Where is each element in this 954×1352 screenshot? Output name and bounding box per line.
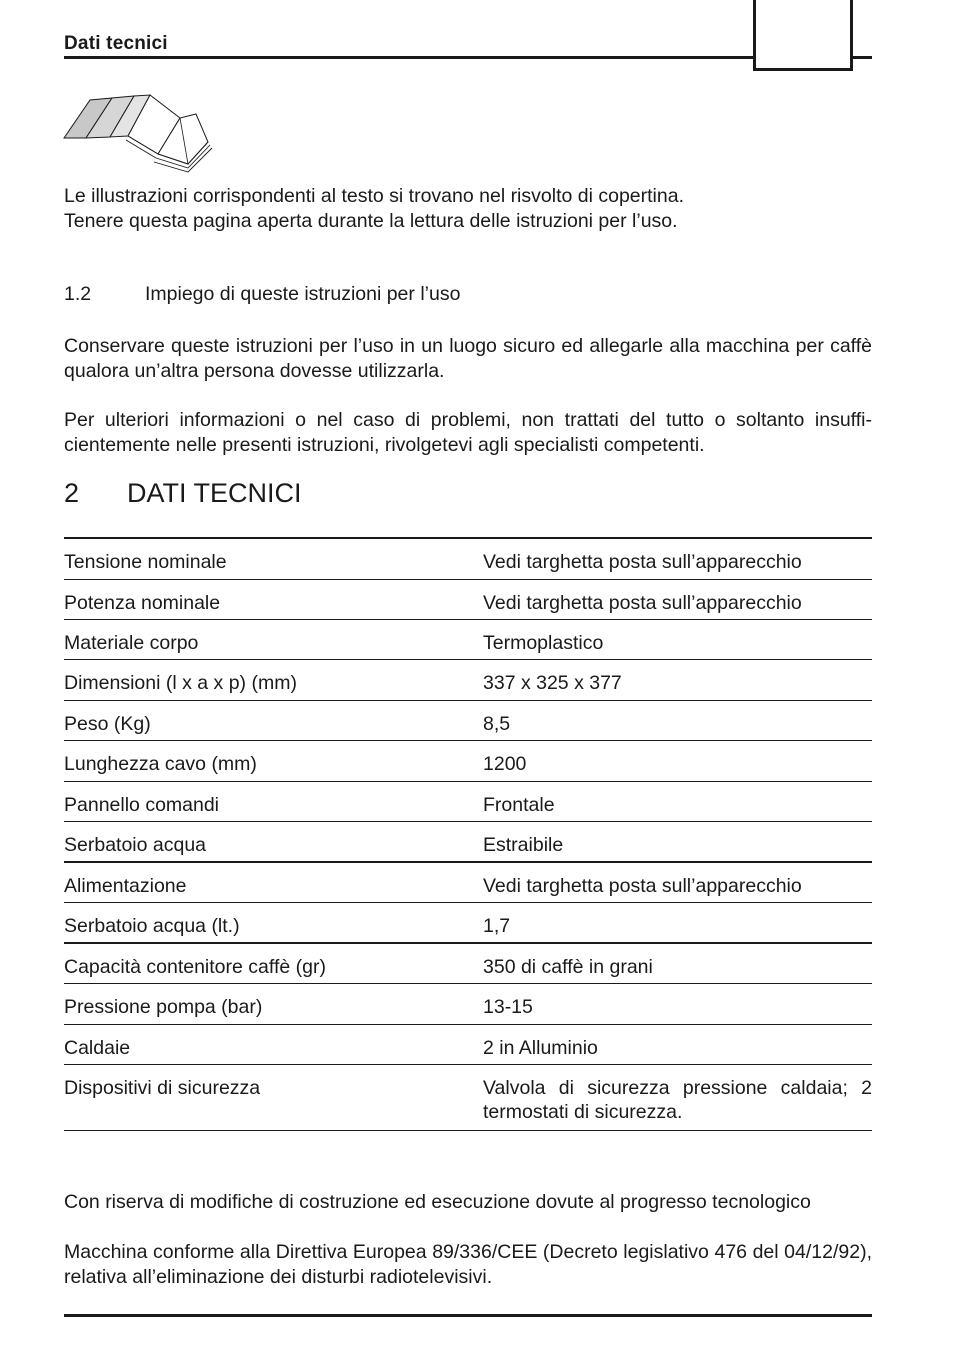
spec-value: Vedi targhetta posta sull’apparecchio (483, 551, 802, 573)
technical-data-table (64, 537, 872, 1131)
spec-label: Materiale corpo (64, 632, 199, 654)
spec-value: Frontale (483, 794, 555, 816)
table-row (64, 539, 872, 580)
table-row (64, 701, 872, 741)
folded-booklet-icon (62, 92, 214, 176)
spec-label: Serbatoio acqua (64, 834, 207, 856)
table-row (64, 944, 872, 984)
spec-label: Dispositivi di sicurezza (64, 1077, 261, 1099)
spec-label: Pannello comandi (64, 794, 220, 816)
table-row (64, 660, 872, 701)
spec-value: Termoplastico (483, 632, 604, 654)
spec-label: Potenza nominale (64, 592, 221, 614)
table-row (64, 984, 872, 1025)
chapter-title: DATI TECNICI (127, 478, 302, 508)
spec-label: Tensione nominale (64, 551, 227, 573)
spec-label: Pressione pompa (bar) (64, 996, 263, 1018)
spec-value: 337 x 325 x 377 (483, 672, 622, 694)
page-header-title: Dati tecnici (64, 33, 168, 54)
chapter-number: 2 (64, 478, 80, 508)
header-rule (64, 56, 872, 59)
table-row (64, 741, 872, 782)
spec-label: Dimensioni (l x a x p) (mm) (64, 672, 297, 694)
spec-value: 1,7 (483, 915, 511, 937)
section-title: Impiego di queste istruzioni per l’uso (145, 283, 461, 305)
section-paragraph-1: Conservare queste istruzioni per l’uso in un luogo sicuro ed allegarle alla macchina per caffè qualora un’altra persona dovesse utilizzarla. (64, 335, 872, 382)
table-row (64, 1065, 872, 1131)
footer-rule (64, 1314, 872, 1317)
spec-value: Valvola di sicurezza pressione caldaia; 2 termostati di sicurezza. (483, 1077, 872, 1123)
spec-label: Alimentazione (64, 875, 187, 897)
spec-value: Vedi targhetta posta sull’apparecchio (483, 592, 802, 614)
spec-label: Capacità contenitore caffè (gr) (64, 956, 326, 978)
spec-value: 1200 (483, 753, 527, 775)
section-paragraph-2: Per ulteriori informazioni o nel caso di problemi, non trattati del tutto o soltanto insuffi-cientemente nelle presenti istruzioni, rivolgetevi agli specialisti competenti. (64, 409, 872, 456)
spec-value: Vedi targhetta posta sull’apparecchio (483, 875, 802, 897)
spec-label: Peso (Kg) (64, 713, 151, 735)
spec-value: 2 in Alluminio (483, 1037, 598, 1059)
spec-label: Caldaie (64, 1037, 131, 1059)
intro-line-2: Tenere questa pagina aperta durante la lettura delle istruzioni per l’uso. (64, 210, 678, 232)
footer-note-1: Con riserva di modifiche di costruzione ed esecuzione dovute al progresso tecnologico (64, 1191, 811, 1213)
intro-line-1: Le illustrazioni corrispondenti al testo si trovano nel risvolto di copertina. (64, 185, 684, 207)
table-row (64, 863, 872, 903)
table-row (64, 782, 872, 822)
spec-value: 8,5 (483, 713, 511, 735)
footer-note-2: Macchina conforme alla Direttiva Europea 89/336/CEE (Decreto legislativo 476 del 04/12/92), relativa all’eliminazione dei disturbi radiotelevisivi. (64, 1241, 872, 1288)
table-row (64, 620, 872, 660)
spec-label: Lunghezza cavo (mm) (64, 753, 257, 775)
table-row (64, 903, 872, 944)
table-row (64, 580, 872, 620)
table-row (64, 1025, 872, 1065)
spec-label: Serbatoio acqua (lt.) (64, 915, 240, 937)
spec-value: Estraibile (483, 834, 564, 856)
section-number: 1.2 (64, 283, 92, 305)
table-row (64, 822, 872, 863)
spec-value: 350 di caffè in grani (483, 956, 653, 978)
spec-value: 13-15 (483, 996, 533, 1018)
page-number-tab (753, 0, 853, 71)
